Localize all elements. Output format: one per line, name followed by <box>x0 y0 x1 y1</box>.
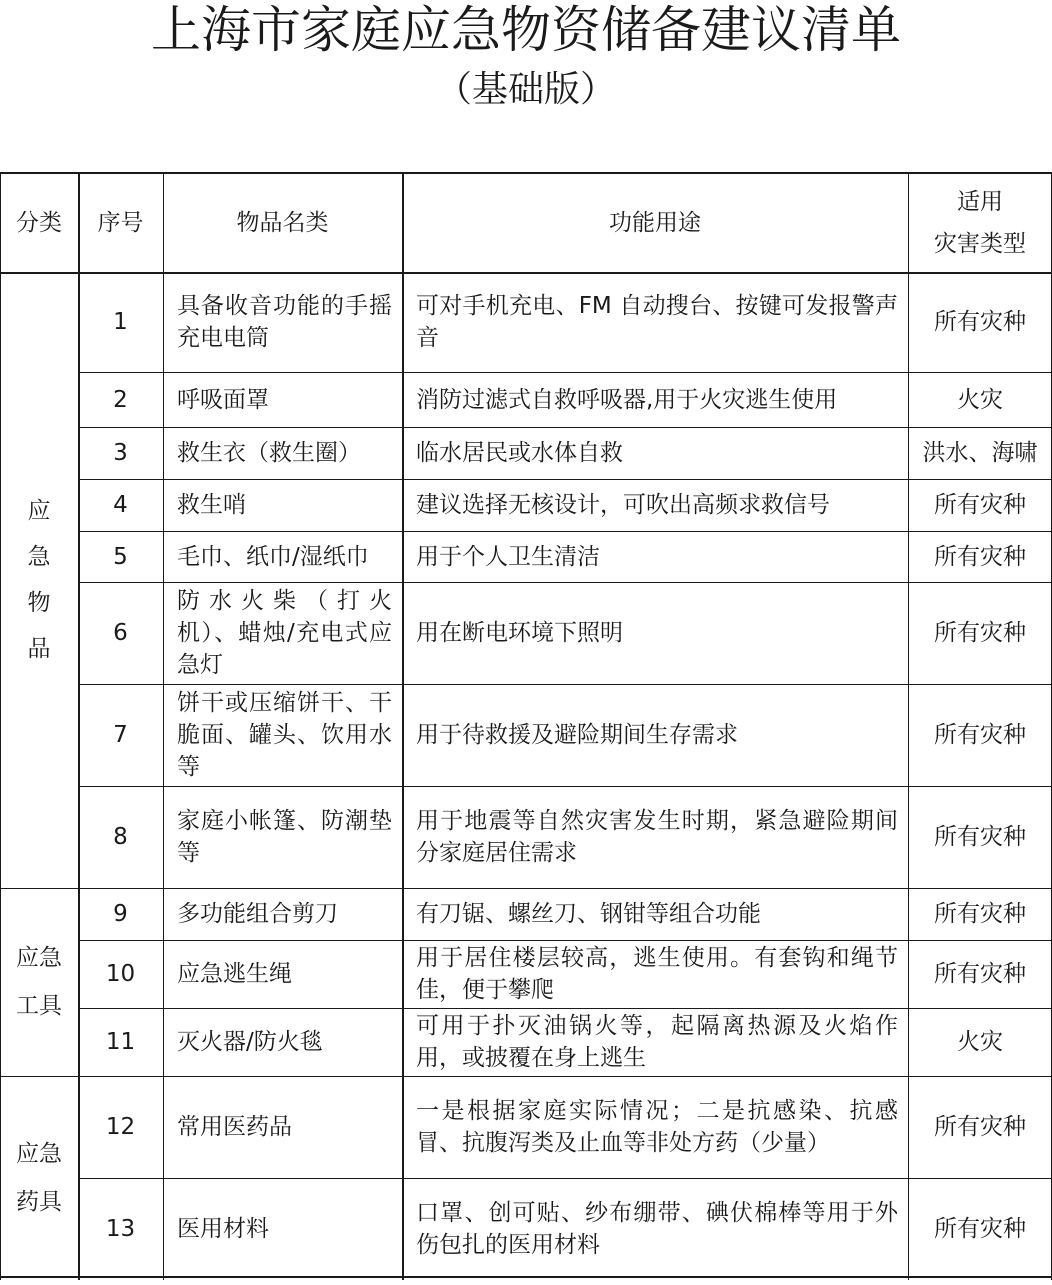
function-text: 建议选择无核设计，可吹出高频求救信号 <box>416 492 830 518</box>
function-text: 可对手机充电、FM 自动搜台、按键可发报警声音 <box>416 293 898 351</box>
seq-number: 6 <box>113 620 128 646</box>
item-name: 常用医药品 <box>177 1114 292 1140</box>
disaster-cell <box>908 786 1052 888</box>
item-cell <box>163 1178 402 1280</box>
function-text: 有刀锯、螺丝刀、钢钳等组合功能 <box>416 901 761 927</box>
seq-cell <box>78 479 163 531</box>
item-cell <box>163 1008 402 1076</box>
disaster-cell <box>908 940 1052 1008</box>
seq-cell <box>78 582 163 684</box>
item-cell <box>163 786 402 888</box>
header-seq-label: 序号 <box>97 210 144 236</box>
disaster-type: 所有灾种 <box>934 309 1026 335</box>
header-category-label: 分类 <box>16 210 62 236</box>
function-cell <box>402 531 908 582</box>
seq-cell <box>78 372 163 427</box>
header-function <box>402 174 908 272</box>
seq-cell <box>78 940 163 1008</box>
category-label: 应急 <box>16 1141 62 1167</box>
seq-number: 12 <box>105 1114 136 1140</box>
disaster-cell <box>908 582 1052 684</box>
item-name: 救生哨 <box>177 492 246 518</box>
item-name: 救生衣（救生圈） <box>177 440 361 466</box>
disaster-type: 所有灾种 <box>934 1216 1026 1242</box>
function-text: 用于待救援及避险期间生存需求 <box>416 722 738 748</box>
page-subtitle: （基础版） <box>435 69 616 110</box>
function-text: 临水居民或水体自救 <box>416 440 623 466</box>
seq-number: 13 <box>105 1216 136 1242</box>
function-cell <box>402 427 908 479</box>
seq-number: 2 <box>113 386 128 413</box>
function-cell <box>402 1178 908 1280</box>
item-name: 饼干或压缩饼干、干脆面、罐头、饮用水等 <box>177 690 392 780</box>
item-cell <box>163 1076 402 1178</box>
item-cell <box>163 272 402 372</box>
category-label: 急 <box>27 544 51 570</box>
supplies-table <box>0 172 1052 1278</box>
function-cell <box>402 582 908 684</box>
seq-cell <box>78 272 163 372</box>
disaster-cell <box>908 427 1052 479</box>
item-cell <box>163 479 402 531</box>
item-cell <box>163 684 402 786</box>
function-cell <box>402 684 908 786</box>
category-label: 物 <box>27 590 51 616</box>
seq-cell <box>78 786 163 888</box>
function-text: 消防过滤式自救呼吸器,用于火灾逃生使用 <box>416 386 838 413</box>
disaster-type: 所有灾种 <box>934 722 1026 748</box>
header-item <box>163 174 402 272</box>
item-cell <box>163 372 402 427</box>
item-name: 呼吸面罩 <box>177 386 269 413</box>
disaster-type: 所有灾种 <box>934 901 1026 927</box>
function-text: 用于地震等自然灾害发生时期，紧急避险期间分家庭居住需求 <box>416 808 898 866</box>
category-cell <box>0 1076 78 1280</box>
function-text: 可用于扑灭油锅火等，起隔离热源及火焰作用，或披覆在身上逃生 <box>416 1013 898 1071</box>
disaster-cell <box>908 479 1052 531</box>
item-cell <box>163 582 402 684</box>
disaster-type: 所有灾种 <box>934 1114 1026 1140</box>
header-category <box>0 174 78 272</box>
function-text: 用于居住楼层较高，逃生使用。有套钩和绳节佳，便于攀爬 <box>416 945 898 1003</box>
function-text: 用于个人卫生清洁 <box>416 543 600 570</box>
seq-cell <box>78 531 163 582</box>
header-function-label: 功能用途 <box>609 210 701 236</box>
seq-cell <box>78 1008 163 1076</box>
seq-number: 3 <box>113 440 128 466</box>
header-disaster-label: 灾害类型 <box>934 231 1026 257</box>
disaster-cell <box>908 372 1052 427</box>
disaster-type: 所有灾种 <box>934 824 1026 850</box>
function-text: 用在断电环境下照明 <box>416 620 623 646</box>
seq-number: 4 <box>113 492 128 518</box>
header-disaster <box>908 174 1052 272</box>
disaster-type: 所有灾种 <box>934 543 1026 570</box>
disaster-type: 火灾 <box>957 1029 1003 1055</box>
disaster-type: 所有灾种 <box>934 492 1026 518</box>
item-cell <box>163 888 402 940</box>
item-name: 防水火柴（打火机）、蜡烛/充电式应急灯 <box>177 588 392 678</box>
function-cell <box>402 1076 908 1178</box>
item-name: 毛巾、纸巾/湿纸巾 <box>177 543 369 570</box>
disaster-cell <box>908 1178 1052 1280</box>
function-text: 口罩、创可贴、纱布绷带、碘伏棉棒等用于外伤包扎的医用材料 <box>416 1200 898 1258</box>
seq-number: 9 <box>113 901 128 927</box>
item-cell <box>163 940 402 1008</box>
function-cell <box>402 786 908 888</box>
disaster-type: 所有灾种 <box>934 961 1026 987</box>
item-name: 医用材料 <box>177 1216 269 1242</box>
category-label: 应急 <box>16 945 62 971</box>
seq-cell <box>78 888 163 940</box>
disaster-cell <box>908 684 1052 786</box>
seq-number: 5 <box>113 543 128 570</box>
seq-number: 10 <box>105 961 136 987</box>
seq-number: 11 <box>105 1029 136 1055</box>
seq-number: 1 <box>113 309 128 335</box>
header-item-label: 物品名类 <box>236 210 329 236</box>
disaster-cell <box>908 272 1052 372</box>
disaster-cell <box>908 1008 1052 1076</box>
page-title: 上海市家庭应急物资储备建议清单 <box>151 1 901 59</box>
function-cell <box>402 940 908 1008</box>
function-cell <box>402 479 908 531</box>
disaster-type: 洪水、海啸 <box>922 440 1038 466</box>
category-label: 品 <box>27 636 51 662</box>
disaster-cell <box>908 888 1052 940</box>
seq-cell <box>78 1178 163 1280</box>
seq-number: 8 <box>113 824 128 850</box>
item-name: 家庭小帐篷、防潮垫等 <box>177 808 392 866</box>
item-cell <box>163 531 402 582</box>
category-cell <box>0 272 78 888</box>
category-cell <box>0 888 78 1076</box>
header-disaster-label: 适用 <box>957 189 1003 215</box>
disaster-type: 火灾 <box>957 386 1003 413</box>
item-cell <box>163 427 402 479</box>
function-cell <box>402 1008 908 1076</box>
seq-cell <box>78 684 163 786</box>
header-seq <box>78 174 163 272</box>
seq-cell <box>78 427 163 479</box>
function-cell <box>402 272 908 372</box>
item-name: 应急逃生绳 <box>177 961 292 987</box>
seq-cell <box>78 1076 163 1178</box>
item-name: 具备收音功能的手摇充电电筒 <box>177 293 392 351</box>
function-text: 一是根据家庭实际情况；二是抗感染、抗感冒、抗腹泻类及止血等非处方药（少量） <box>416 1098 898 1156</box>
item-name: 灭火器/防火毯 <box>177 1029 323 1055</box>
function-cell <box>402 372 908 427</box>
seq-number: 7 <box>113 722 128 748</box>
item-name: 多功能组合剪刀 <box>177 901 338 927</box>
disaster-cell <box>908 1076 1052 1178</box>
disaster-type: 所有灾种 <box>934 620 1026 646</box>
category-label: 工具 <box>16 993 62 1019</box>
disaster-cell <box>908 531 1052 582</box>
category-label: 药具 <box>16 1189 62 1215</box>
category-label: 应 <box>27 498 51 524</box>
function-cell <box>402 888 908 940</box>
